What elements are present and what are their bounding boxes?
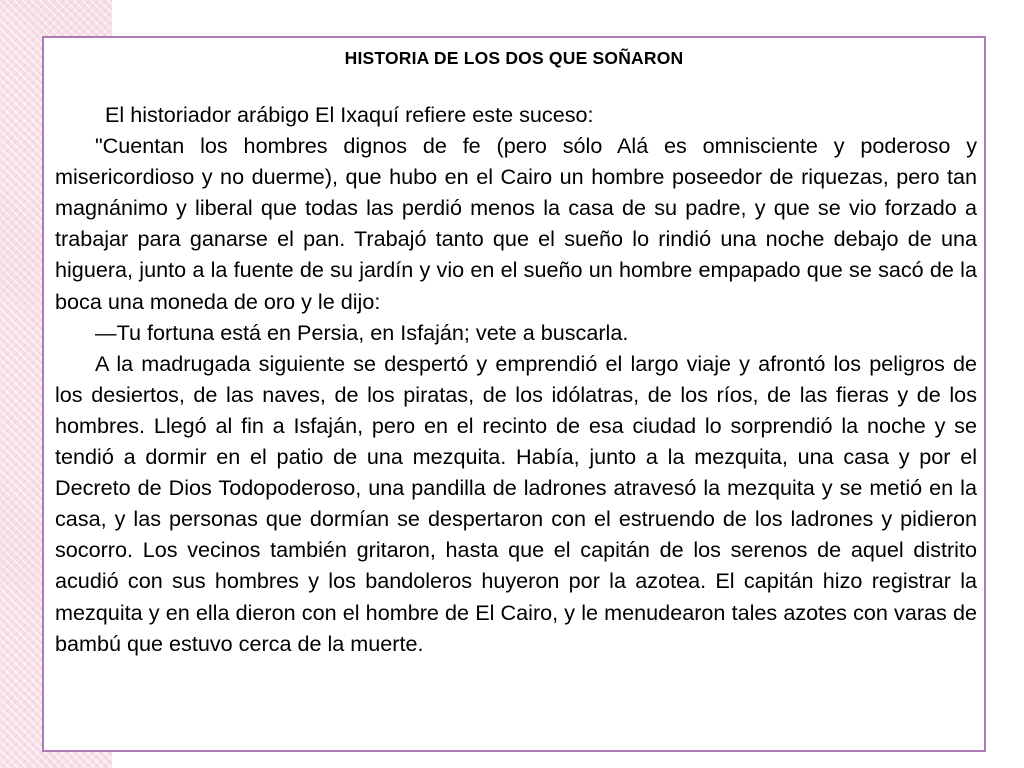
document-body	[55, 99, 977, 659]
paragraph-dialogue: —Tu fortuna está en Persia, en Isfaján; vete a buscarla.	[95, 319, 629, 345]
document-card	[42, 36, 986, 752]
document-title: HISTORIA DE LOS DOS QUE SOÑARON	[344, 48, 684, 68]
paragraph-story: "Cuentan los hombres dignos de fe (pero sólo Alá es omnisciente y poderoso y misericordioso y no duerme), que hubo en el Cairo un hombre poseedor de riquezas, pero tan magnánimo y liberal que todas las perdió menos la casa de su padre, y que se vio forzado a trabajar para ganarse el pan. Trabajó tanto que el sueño lo rindió una noche debajo de una higuera, junto a la fuente de su jardín y vio en el sueño un hombre empapado que se sacó de la boca una moneda de oro y le dijo:	[55, 133, 977, 314]
paragraph-intro: El historiador arábigo El Ixaquí refiere este suceso:	[105, 102, 594, 127]
paragraph-journey: A la madrugada siguiente se despertó y emprendió el largo viaje y afrontó los peligros de los desiertos, de las naves, de los piratas, de los idólatras, de los ríos, de las fieras y de los hombres. Llegó al fin a Isfaján, pero en el recinto de esa ciudad lo sorprendió la noche y se tendió a dormir en el patio de una mezquita. Había, junto a la mezquita, una casa y por el Decreto de Dios Todopoderoso, una pandilla de ladrones atravesó la mezquita y se metió en la casa, y las personas que dormían se despertaron con el estruendo de los ladrones y pidieron socorro. Los vecinos también gritaron, hasta que el capitán de los serenos de aquel distrito acudió con sus hombres y los bandoleros huyeron por la azotea. El capitán hizo registrar la mezquita y en ella dieron con el hombre de El Cairo, y le menudearon tales azotes con varas de bambú que estuvo cerca de la muerte.	[55, 350, 977, 656]
